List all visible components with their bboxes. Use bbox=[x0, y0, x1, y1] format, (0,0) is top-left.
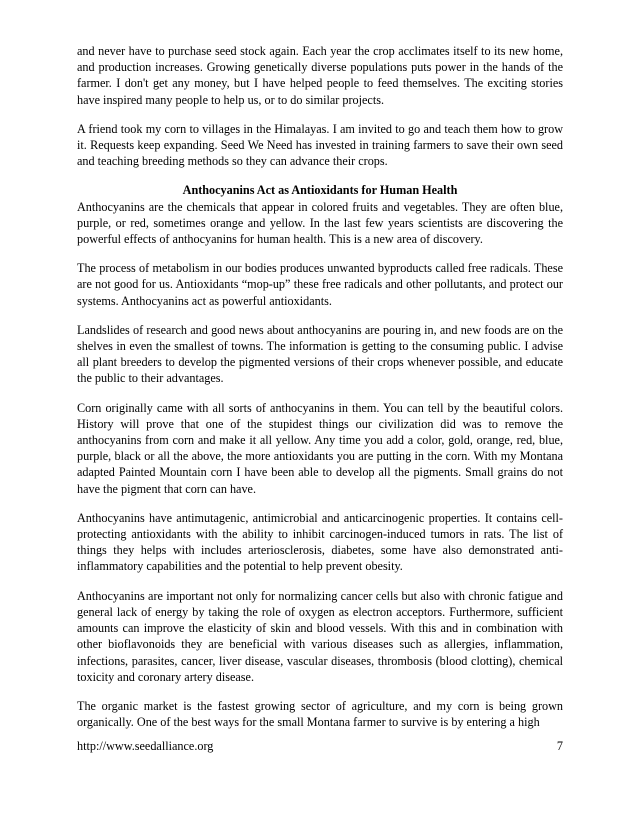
paragraph-anthocyanins-definition: Anthocyanins are the chemicals that appear in colored fruits and vegetables. They are often blue, purple, or red, sometimes orange and yellow. In the last few years scientists are discovering the powerful effects of anthocyanins for human health. This is a new area of discovery. bbox=[77, 199, 563, 247]
paragraph-research-news: Landslides of research and good news about anthocyanins are pouring in, and new foods are on the shelves in even the smallest of towns. The information is getting to the consuming public. I advise all plant breeders to develop the pigmented versions of their crops whenever possible, and educate the public to their advantages. bbox=[77, 322, 563, 386]
footer-url[interactable]: http://www.seedalliance.org bbox=[77, 739, 214, 753]
paragraph-seed-stock: and never have to purchase seed stock again. Each year the crop acclimates itself to its new home, and production increases. Growing genetically diverse populations puts power in the hands of the farmer. I don't get any money, but I have helped people to feed themselves. The exciting stories have inspired many people to help us, or to do similar projects. bbox=[77, 44, 563, 107]
page-body bbox=[77, 43, 563, 730]
paragraph-organic-market: The organic market is the fastest growing sector of agriculture, and my corn is being grown organically. One of the best ways for the small Montana farmer to survive is by entering a high bbox=[77, 698, 563, 730]
page-number: 7 bbox=[556, 739, 563, 753]
section-heading: Anthocyanins Act as Antioxidants for Human Health bbox=[182, 183, 458, 198]
paragraph-free-radicals: The process of metabolism in our bodies produces unwanted byproducts called free radicals. These are not good for us. Antioxidants “mop-up” these free radicals and other pollutants, and protect our systems. Anthocyanins act as powerful antioxidants. bbox=[77, 261, 563, 308]
paragraph-himalayas: A friend took my corn to villages in the Himalayas. I am invited to go and teach them how to grow it. Requests keep expanding. Seed We Need has invested in training farmers to save their own seed and teaching breeding methods so they can advance their crops. bbox=[77, 121, 563, 169]
paragraph-health-benefits: Anthocyanins are important not only for normalizing cancer cells but also with chronic fatigue and general lack of energy by taking the role of oxygen as electron acceptors. Furthermore, sufficient amounts can improve the elasticity of skin and blood vessels. With this and in combination with other bioflavonoids they are beneficial with various diseases such as allergies, inflammation, infections, parasites, cancer, liver disease, vascular diseases, thrombosis (blood clotting), chemical toxicity and coronary artery disease. bbox=[77, 588, 563, 684]
paragraph-corn-colors: Corn originally came with all sorts of anthocyanins in them. You can tell by the beautiful colors. History will prove that one of the stupidest things our civilization did was to remove the anthocyanins from corn and make it all yellow. Any time you add a color, gold, orange, red, blue, purple, black or all the above, the more antioxidants you are putting in the corn. With my Montana adapted Painted Mountain corn I have been able to develop all the pigments. Small grains do not have the pigment that corn can have. bbox=[77, 400, 563, 496]
paragraph-properties: Anthocyanins have antimutagenic, antimicrobial and anticarcinogenic properties. It contains cell-protecting antioxidants with the ability to inhibit carcinogen-induced tumors in rats. The list of things they helps with includes arteriosclerosis, diabetes, some have also demonstrated anti-inflammatory capabilities and the potential to help prevent obesity. bbox=[77, 510, 563, 574]
